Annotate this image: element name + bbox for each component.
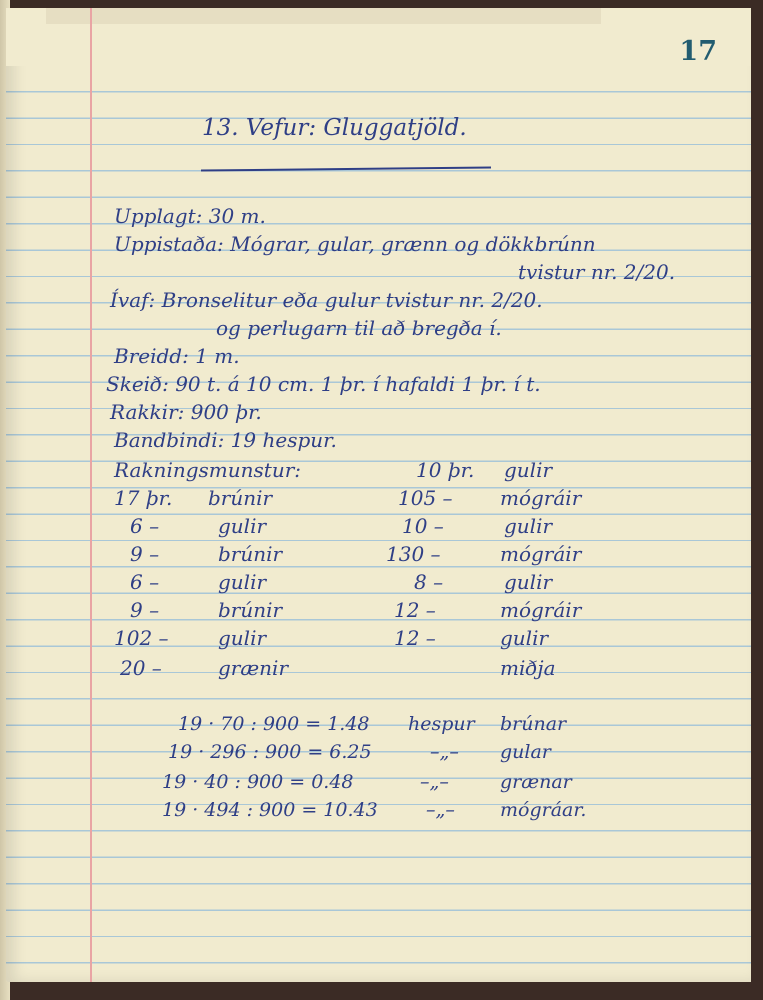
pattern-count: 9 – xyxy=(130,542,160,566)
spec-bandbindi: Bandbindi: 19 hespur. xyxy=(114,428,337,452)
calc-color: mógráar. xyxy=(500,799,587,821)
pattern-count: 10 þr. xyxy=(416,458,475,482)
spec-uppistada-cont: tvistur nr. 2/20. xyxy=(518,260,676,284)
calc-unit: –„– xyxy=(430,741,459,763)
pattern-count: 12 – xyxy=(394,598,436,622)
spec-rakkir: Rakkir: 900 þr. xyxy=(110,400,262,424)
pattern-color: grænir xyxy=(218,656,288,680)
pattern-count: 6 – xyxy=(130,570,160,594)
pattern-count: 8 – xyxy=(414,570,444,594)
page-number: 17 xyxy=(679,36,717,67)
title-underline xyxy=(201,166,491,171)
notebook-page xyxy=(6,8,751,982)
pattern-count: 12 – xyxy=(394,626,436,650)
calc-expression: 19 · 494 : 900 = 10.43 xyxy=(162,799,378,821)
pattern-color: gulir xyxy=(500,626,549,650)
spec-skeid: Skeið: 90 t. á 10 cm. 1 þr. í hafaldi 1 þr. í t. xyxy=(106,372,541,396)
calc-unit: hespur xyxy=(408,713,475,735)
pattern-color: mógráir xyxy=(500,542,582,566)
spec-ivaf-cont: og perlugarn til að bregða í. xyxy=(216,316,502,340)
margin-line xyxy=(90,8,92,982)
pattern-color: brúnir xyxy=(218,598,283,622)
pattern-color: gulir xyxy=(504,570,553,594)
pattern-count: 17 þr. xyxy=(114,486,173,510)
spec-ivaf: Ívaf: Bronselitur eða gulur tvistur nr. 2/20. xyxy=(110,288,543,312)
calc-expression: 19 · 40 : 900 = 0.48 xyxy=(162,771,354,793)
calc-color: gular xyxy=(500,741,551,763)
pattern-middle: miðja xyxy=(500,656,556,680)
calc-color: grænar xyxy=(500,771,572,793)
pattern-count: 20 – xyxy=(120,656,162,680)
calc-expression: 19 · 296 : 900 = 6.25 xyxy=(168,741,372,763)
pattern-color: mógráir xyxy=(500,486,582,510)
pattern-count: 9 – xyxy=(130,598,160,622)
calc-unit: –„– xyxy=(426,799,455,821)
pattern-color: brúnir xyxy=(208,486,273,510)
spec-breidd: Breidd: 1 m. xyxy=(114,344,240,368)
pattern-color: brúnir xyxy=(218,542,283,566)
pattern-count: 102 – xyxy=(114,626,169,650)
calc-unit: –„– xyxy=(420,771,449,793)
pattern-color: gulir xyxy=(218,570,267,594)
pattern-color: gulir xyxy=(218,514,267,538)
pattern-count: 130 – xyxy=(386,542,441,566)
page-title: 13. Vefur: Gluggatjöld. xyxy=(202,115,467,141)
pattern-count: 105 – xyxy=(398,486,453,510)
pattern-count: 10 – xyxy=(402,514,444,538)
pattern-heading: Rakningsmunstur: xyxy=(114,458,301,482)
pattern-color: mógráir xyxy=(500,598,582,622)
calc-color: brúnar xyxy=(500,713,567,735)
pattern-color: gulir xyxy=(504,514,553,538)
pattern-color: gulir xyxy=(504,458,553,482)
binding-tape xyxy=(46,8,601,24)
calc-expression: 19 · 70 : 900 = 1.48 xyxy=(178,713,370,735)
spec-upplagt: Upplagt: 30 m. xyxy=(114,204,266,228)
pattern-count: 6 – xyxy=(130,514,160,538)
spec-uppistada: Uppistaða: Mógrar, gular, grænn og dökkbrúnn xyxy=(114,232,596,256)
pattern-color: gulir xyxy=(218,626,267,650)
